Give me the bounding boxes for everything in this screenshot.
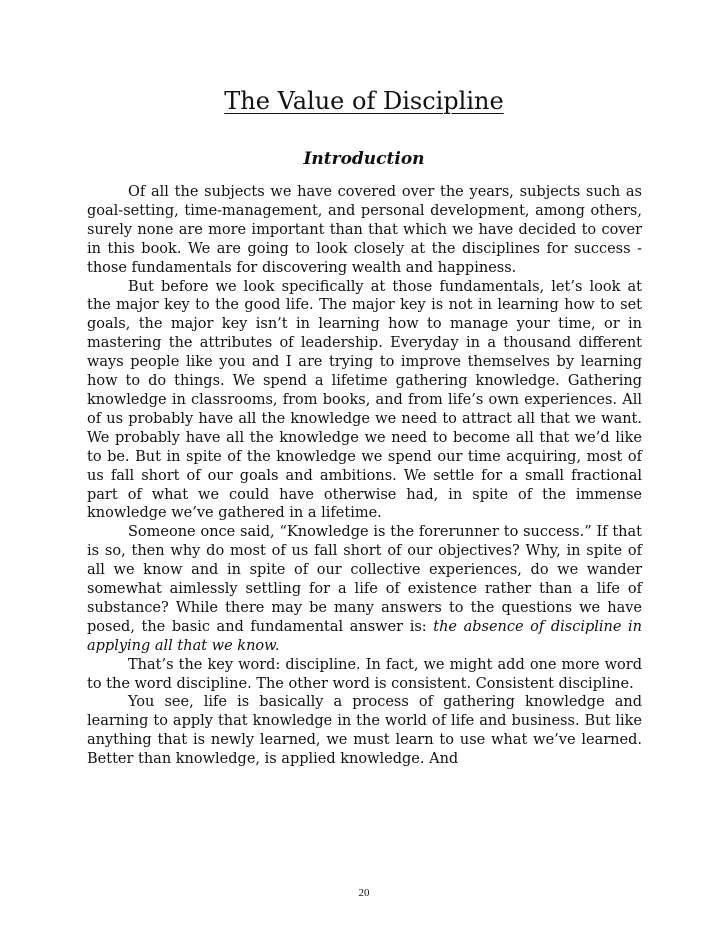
paragraph [87,523,642,655]
page-title: The Value of Discipline [224,87,504,115]
paragraph-text: Someone once said, “Knowledge is the forerunner to success.” If that is so, then why do most of us fall short of our objectives? Why, in spite of all we know and in spite of our collective experiences, do we wander somewhat aimlessly settling for a life of existence rather than a life of substance? While there may be many answers to the questions we have posed, the basic and fundamental answer is: [87,524,642,635]
paragraph-text: But before we look specifically at those fundamentals, let’s look at the major key to the good life. The major key is not in learning how to set goals, the major key isn’t in learning how to manage your time, or in mastering the attributes of leadership. Everyday in a thousand different ways people like you and I are trying to improve themselves by learning how to do things. We spend a lifetime gathering knowledge. Gathering knowledge in classrooms, from books, and from life’s own experiences. All of us probably have all the knowledge we need to attract all that we want. We probably have all the knowledge we need to become all that we’d like to be. But in spite of the knowledge we spend our time acquiring, most of us fall short of our goals and ambitions. We settle for a small fractional part of what we could have otherwise had, in spite of the immense knowledge we’ve gathered in a lifetime. [87,278,642,522]
paragraph-text: Of all the subjects we have covered over the years, subjects such as goal-setting, time-management, and personal development, among others, surely none are more important than that which we have decided to cover in this book. We are going to look closely at the disciplines for success - those fundamentals for discovering wealth and happiness. [87,184,642,276]
paragraph [87,693,642,769]
emphasized-text: the absence of discipline in applying all that we know. [87,618,643,654]
body-text [87,183,642,769]
paragraph-text: You see, life is basically a process of gathering knowledge and learning to apply that knowledge in the world of life and business. But like anything that is newly learned, we must learn to use what we’ve learned. Better than knowledge, is applied knowledge. And [87,694,642,768]
paragraph [87,183,642,278]
paragraph [87,656,642,694]
page-number: 20 [358,887,370,899]
paragraph-text: That’s the key word: discipline. In fact, we might add one more word to the word discipline. The other word is consistent. Consistent discipline. [87,656,642,692]
paragraph [87,278,642,524]
section-heading: Introduction [303,149,425,169]
